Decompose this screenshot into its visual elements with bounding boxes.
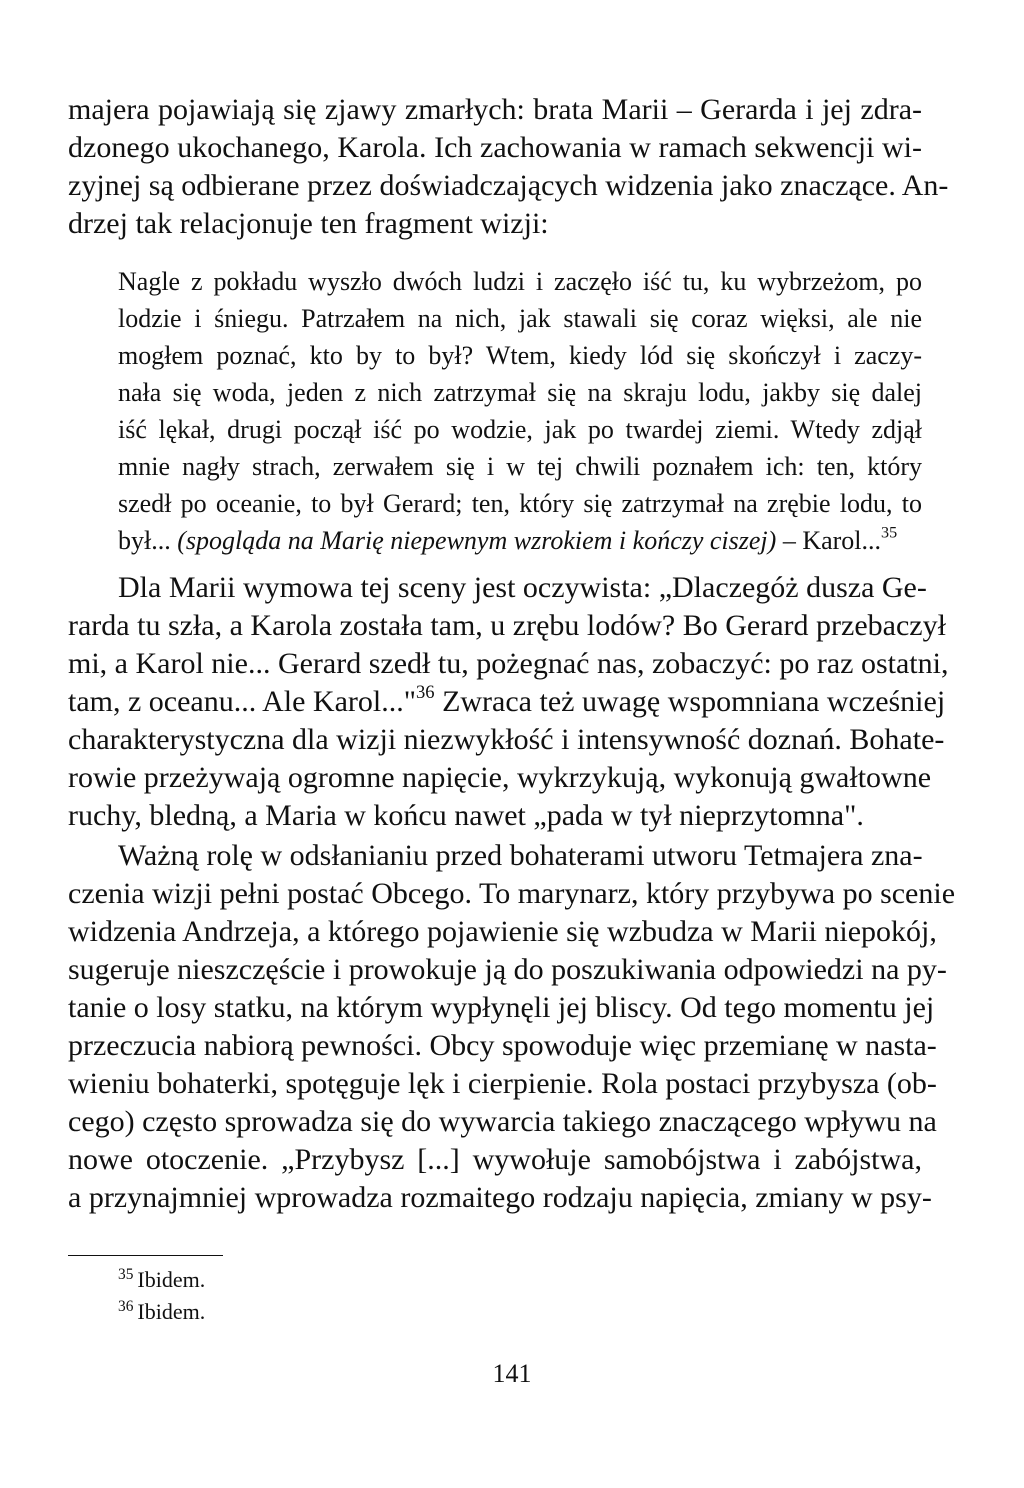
paragraph-line: a przynajmniej wprowadza rozmaitego rodzaju napięcia, zmiany w psy-: [68, 1181, 932, 1214]
paragraph-line: tanie o losy statku, na którym wypłynęli jej bliscy. Od tego momentu jej: [68, 991, 935, 1024]
paragraph-line: rowie przeżywają ogromne napięcie, wykrzykują, wykonują gwałtowne: [68, 761, 932, 794]
paragraph-line: Ważną rolę w odsłanianiu przed bohaterami utworu Tetmajera zna-: [118, 839, 923, 872]
footnote: [118, 1298, 205, 1326]
paragraph-line: wieniu bohaterki, spotęguje lęk i cierpienie. Rola postaci przybysza (ob-: [68, 1067, 937, 1100]
paragraph-line: drzej tak relacjonuje ten fragment wizji:: [68, 207, 549, 240]
quote-last-line: [118, 525, 922, 557]
paragraph-line: zyjnej są odbierane przez doświadczających widzenia jako znaczące. An-: [68, 169, 949, 202]
page-number: 141: [492, 1359, 532, 1388]
quote-line: nała się woda, jeden z nich zatrzymał się na skraju lodu, jakby się dalej: [118, 378, 922, 407]
paragraph-line: cego) często sprowadza się do wywarcia takiego znaczącego wpływu na: [68, 1105, 937, 1138]
quote-line: mogłem poznać, kto by to był? Wtem, kiedy lód się skończył i zaczy-: [118, 341, 922, 370]
quote-line: szedł po oceanie, to był Gerard; ten, który się zatrzymał na zrębie lodu, to: [118, 489, 922, 518]
paragraph-line: mi, a Karol nie... Gerard szedł tu, pożegnać nas, zobaczyć: po raz ostatni,: [68, 647, 949, 680]
paragraph-text: Zwraca też uwagę wspomniana wcześniej: [434, 685, 946, 718]
footnote-separator: [68, 1255, 223, 1256]
footnote-reference: 36: [415, 681, 435, 703]
paragraph-line: majera pojawiają się zjawy zmarłych: brata Marii – Gerarda i jej zdra-: [68, 93, 922, 126]
paragraph-line: charakterystyczna dla wizji niezwykłość i intensywność doznań. Bohate-: [68, 723, 945, 756]
paragraph-line: [68, 681, 946, 720]
footnote-number: 35: [118, 1265, 134, 1283]
quote-line: Nagle z pokładu wyszło dwóch ludzi i zaczęło iść tu, ku wybrzeżom, po: [118, 267, 922, 296]
footnote-number: 36: [118, 1297, 134, 1315]
paragraph-line: ruchy, bledną, a Maria w końcu nawet „pada w tył nieprzytomna".: [68, 799, 864, 832]
quote-line: iść lękał, drugi począł iść po wodzie, jak po twardej ziemi. Wtedy zdjął: [118, 415, 922, 444]
paragraph-line: widzenia Andrzeja, a którego pojawienie się wzbudza w Marii niepokój,: [68, 915, 937, 948]
paragraph-text: tam, z oceanu... Ale Karol...": [68, 685, 416, 718]
quote-line: mnie nagły strach, zerwałem się i w tej chwili poznałem ich: ten, który: [118, 452, 922, 481]
paragraph-line: Dla Marii wymowa tej sceny jest oczywista: „Dlaczegóż dusza Ge-: [118, 571, 927, 604]
paragraph-line: rarda tu szła, a Karola została tam, u zrębu lodów? Bo Gerard przebaczył: [68, 609, 946, 642]
quote-line: lodzie i śniegu. Patrzałem na nich, jak stawali się coraz więksi, ale nie: [118, 304, 922, 333]
footnote-text: Ibidem.: [137, 1299, 206, 1324]
quote-text: był...: [118, 526, 178, 555]
paragraph-line: nowe otoczenie. „Przybysz [...] wywołuje samobójstwa i zabójstwa,: [68, 1143, 922, 1176]
footnote: [118, 1266, 205, 1294]
footnote-reference: 35: [881, 524, 898, 542]
paragraph-line: przeczucia nabiorą pewności. Obcy spowoduje więc przemianę w nasta-: [68, 1029, 937, 1062]
stage-direction: (spogląda na Marię niepewnym wzrokiem i kończy ciszej): [177, 526, 777, 555]
quote-text: – Karol...: [776, 526, 882, 555]
paragraph-line: sugeruje nieszczęście i prowokuje ją do poszukiwania odpowiedzi na py-: [68, 953, 947, 986]
footnote-text: Ibidem.: [137, 1267, 206, 1292]
paragraph-line: dzonego ukochanego, Karola. Ich zachowania w ramach sekwencji wi-: [68, 131, 922, 164]
paragraph-line: czenia wizji pełni postać Obcego. To marynarz, który przybywa po scenie: [68, 877, 956, 910]
